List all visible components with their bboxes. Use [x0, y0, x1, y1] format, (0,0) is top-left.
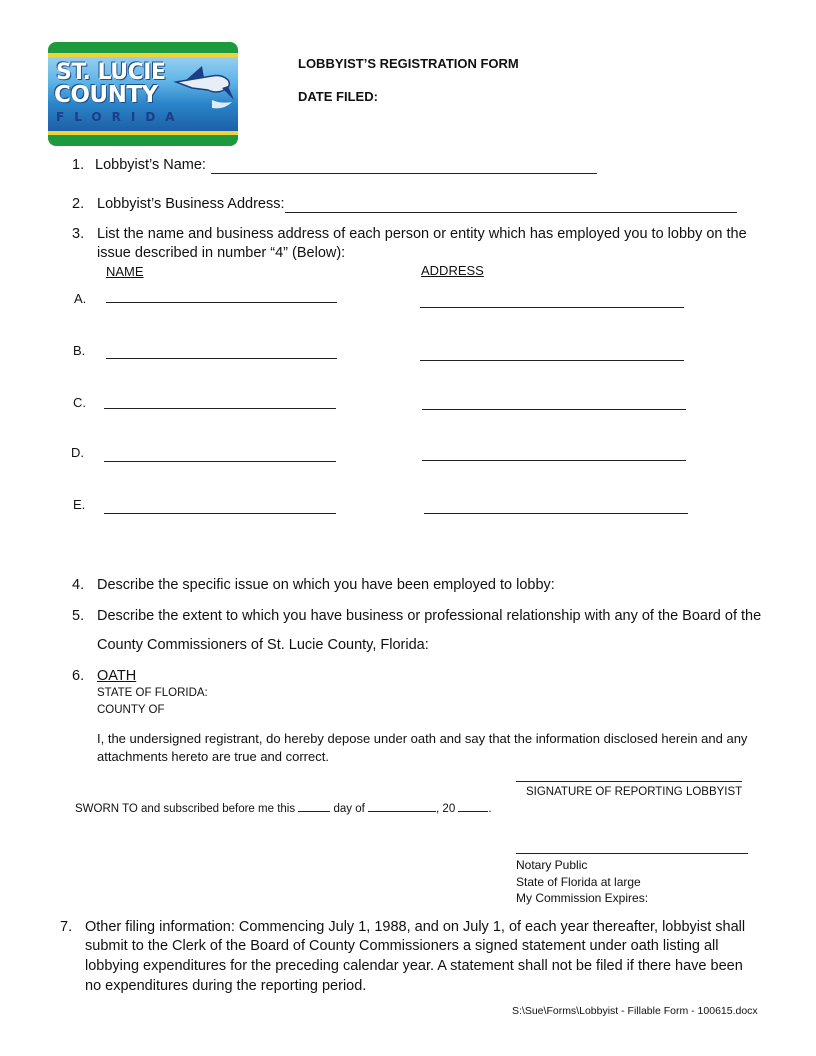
notary-commission-label: My Commission Expires: [516, 891, 649, 905]
row-label-d: D. [71, 445, 84, 460]
sworn-day-field[interactable] [298, 797, 330, 812]
oath-heading: OATH [97, 668, 137, 684]
row-label-e: E. [73, 497, 86, 512]
item3-text-line2: issue described in number “4” (Below): [97, 245, 346, 261]
filing-info-line2: submit to the Clerk of the Board of County Commissioners a signed statement under oath listing all [85, 938, 719, 954]
name-column-header: NAME [106, 264, 144, 279]
logo-text-county: COUNTY [54, 82, 158, 108]
row-b-address-field[interactable] [420, 360, 684, 361]
sworn-year-field[interactable] [458, 797, 488, 812]
notary-state-label: State of Florida at large [516, 875, 641, 889]
row-a-address-field[interactable] [420, 307, 684, 308]
county-of-label: COUNTY OF [97, 704, 165, 716]
item3-number: 3. [72, 226, 85, 242]
logo-stripe-top [48, 53, 238, 57]
filing-info-line3: lobbying expenditures for the preceding calendar year. A statement shall not be filed if there have been [85, 958, 743, 974]
item3-text-line1: List the name and business address of each person or entity which has employed you to lobby on the [97, 226, 747, 242]
row-c-name-field[interactable] [104, 408, 336, 409]
notary-public-label: Notary Public [516, 858, 588, 872]
logo-text-florida: FLORIDA [56, 110, 185, 124]
signature-label: SIGNATURE OF REPORTING LOBBYIST [526, 786, 743, 798]
notary-signature-field[interactable] [516, 853, 748, 854]
business-address-label: Lobbyist’s Business Address: [97, 196, 285, 212]
sworn-month-field[interactable] [368, 797, 436, 812]
relationship-text-line1: Describe the extent to which you have business or professional relationship with any of the Board of the [97, 608, 762, 624]
address-column-header: ADDRESS [421, 263, 484, 278]
sworn-statement [75, 797, 492, 815]
specific-issue-label: Describe the specific issue on which you have been employed to lobby: [97, 577, 555, 593]
filing-info-line4: no expenditures during the reporting period. [85, 978, 367, 994]
logo-stripe-bottom [48, 131, 238, 135]
state-of-florida-label: STATE OF FLORIDA: [97, 687, 208, 699]
sworn-end: . [488, 803, 492, 815]
signature-field[interactable] [516, 781, 742, 782]
form-title: LOBBYIST’S REGISTRATION FORM [298, 56, 519, 71]
item6-number: 6. [72, 668, 85, 684]
lobbyist-name-field[interactable] [211, 173, 597, 174]
row-label-b: B. [73, 343, 86, 358]
row-e-name-field[interactable] [104, 513, 336, 514]
lobbyist-name-label: Lobbyist’s Name: [95, 157, 206, 173]
item1-number: 1. [72, 157, 85, 173]
row-a-name-field[interactable] [106, 302, 337, 303]
item4-number: 4. [72, 577, 85, 593]
oath-statement-line2: attachments hereto are true and correct. [97, 749, 329, 764]
relationship-text-line2: County Commissioners of St. Lucie County, Florida: [97, 637, 429, 653]
row-label-a: A. [74, 291, 87, 306]
footer-file-path: S:\Sue\Forms\Lobbyist - Fillable Form - 100615.docx [512, 1005, 758, 1017]
item7-number: 7. [60, 919, 73, 935]
row-d-name-field[interactable] [104, 461, 336, 462]
row-e-address-field[interactable] [424, 513, 688, 514]
logo-text-st-lucie: ST. LUCIE [56, 60, 166, 85]
date-filed-label: DATE FILED: [298, 89, 378, 104]
st-lucie-county-logo [48, 42, 238, 146]
row-label-c: C. [73, 395, 86, 410]
item2-number: 2. [72, 196, 85, 212]
sworn-prefix: SWORN TO and subscribed before me this [75, 803, 296, 815]
row-b-name-field[interactable] [106, 358, 337, 359]
business-address-field[interactable] [285, 212, 737, 213]
marlin-icon [172, 60, 236, 116]
row-d-address-field[interactable] [422, 460, 686, 461]
item5-number: 5. [72, 608, 85, 624]
oath-statement-line1: I, the undersigned registrant, do hereby depose under oath and say that the information disclosed herein and any [97, 731, 748, 746]
sworn-day-of: day of [333, 803, 365, 815]
row-c-address-field[interactable] [422, 409, 686, 410]
sworn-year-prefix: , 20 [436, 803, 456, 815]
filing-info-line1: Other filing information: Commencing July 1, 1988, and on July 1, of each year thereafter, lobbyist shall [85, 919, 746, 935]
